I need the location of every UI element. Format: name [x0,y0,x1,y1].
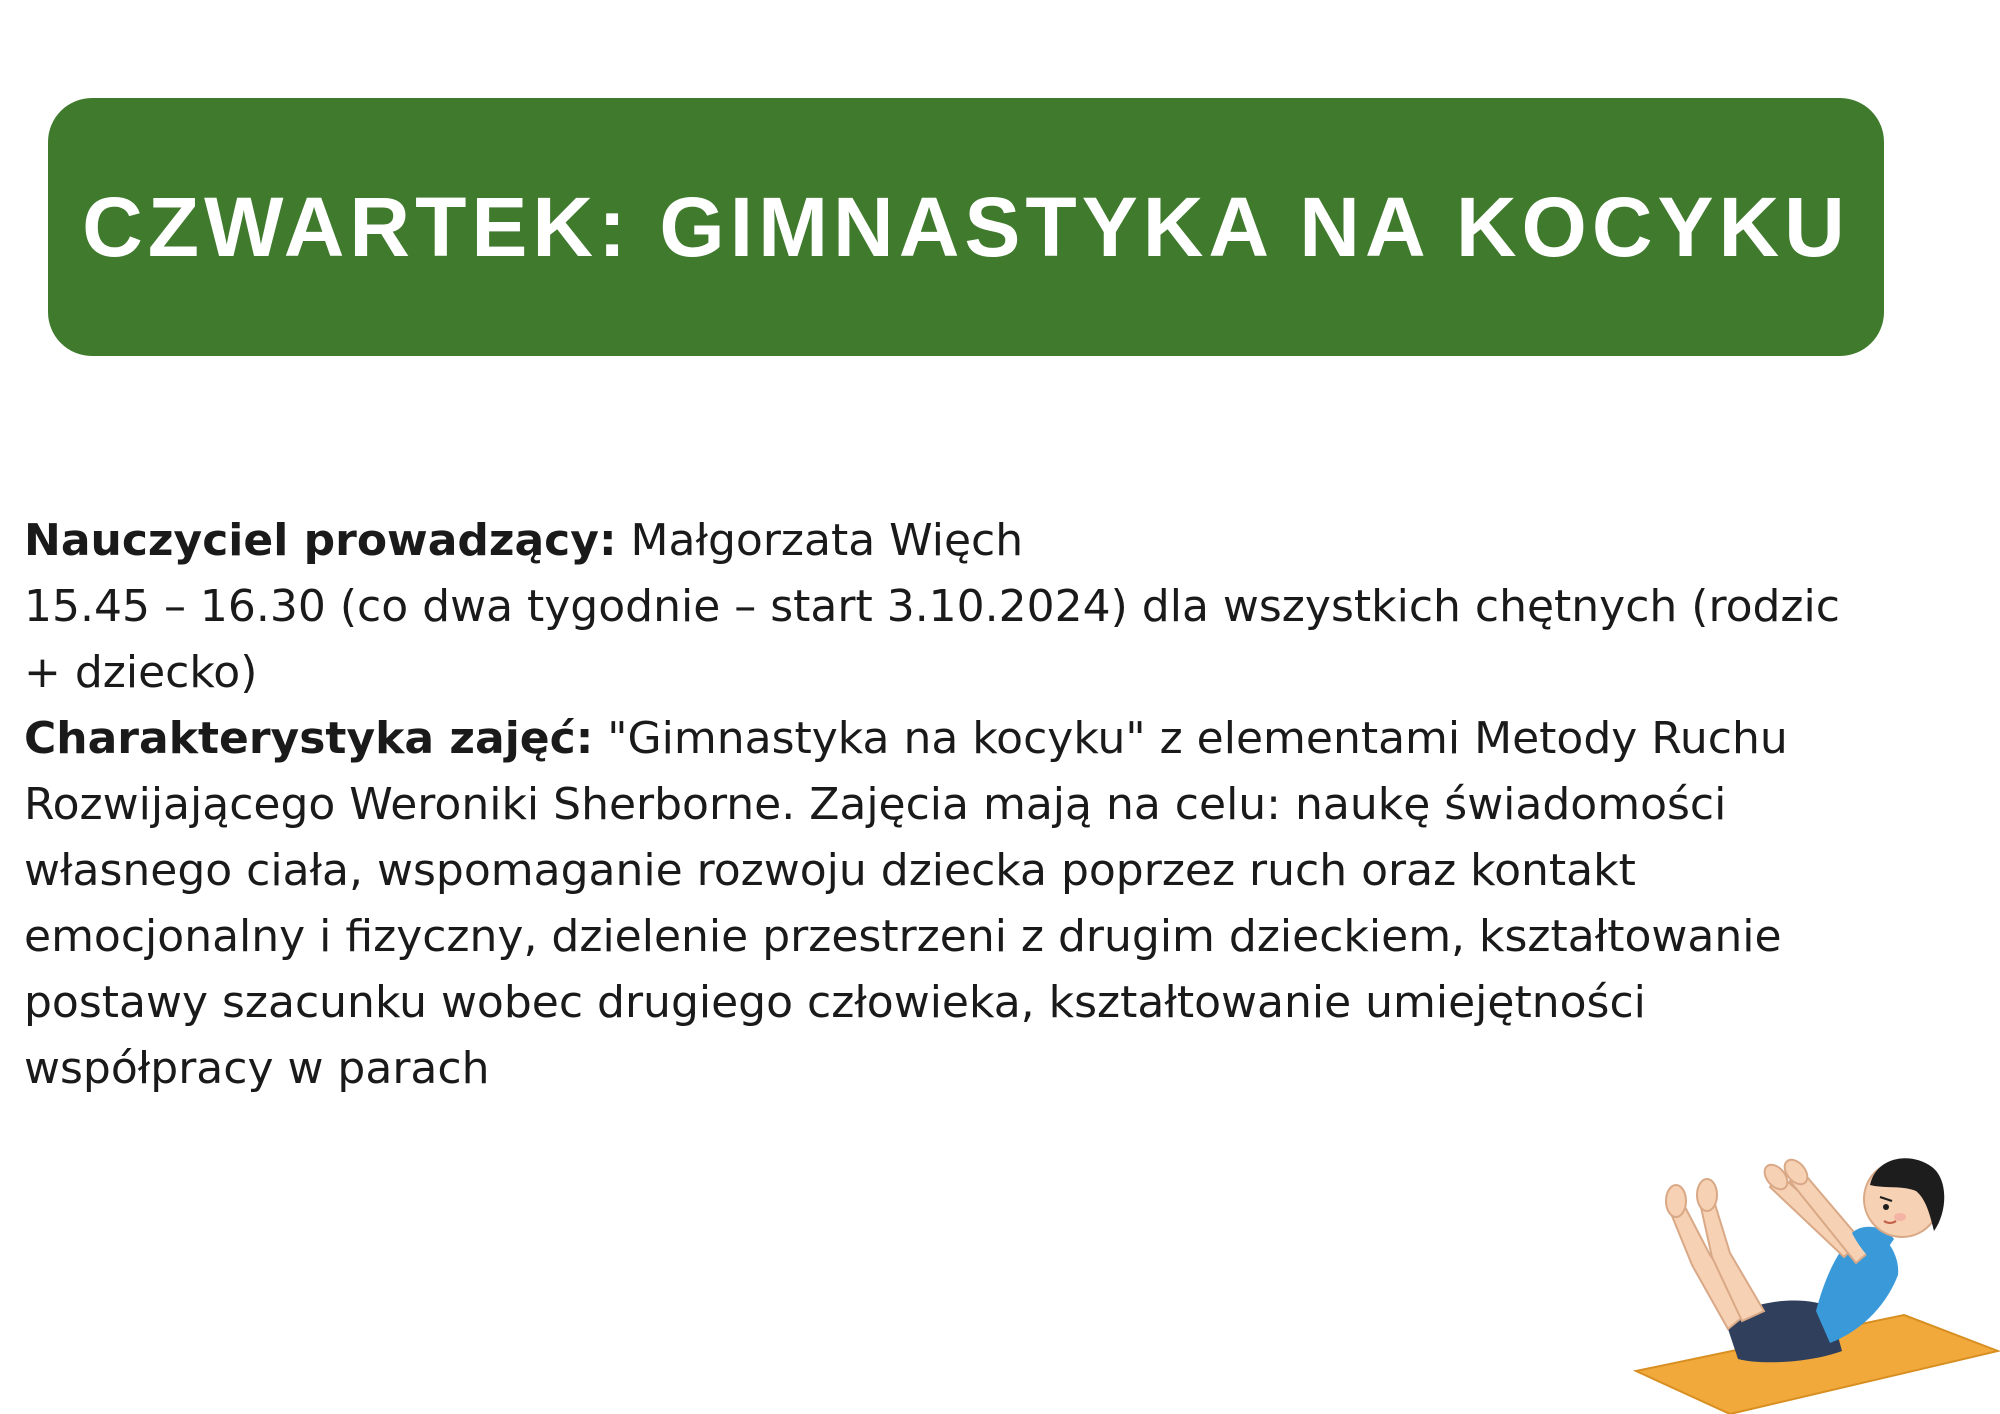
teacher-name: Małgorzata Więch [630,515,1024,566]
child-exercising-on-mat-icon [1630,1115,2000,1414]
page-title: CZWARTEK: GIMNASTYKA NA KOCYKU [82,180,1850,274]
teacher-label: Nauczyciel prowadzący: [24,515,617,566]
description-text: "Gimnastyka na kocyku" z elementami Metody Ruchu Rozwijającego Weroniki Sherborne. Zajęcia mają na celu: naukę świadomości własnego ciała, wspomaganie rozwoju dziecka poprzez ruch oraz kontakt emocjonalny i fizyczny, dzielenie przestrzeni z drugim dzieckiem, kształtowanie postawy szacunku wobec drugiego człowieka, kształtowanie umiejętności współpracy w parach [24,713,1788,1094]
teacher-line [24,508,1884,574]
description-label: Charakterystyka zajęć: [24,713,594,764]
schedule-line: 15.45 – 16.30 (co dwa tygodnie – start 3.10.2024) dla wszystkich chętnych (rodzic + dziecko) [24,581,1840,698]
description-paragraph [24,706,1884,1102]
foot [1666,1185,1686,1217]
title-banner [48,98,1884,356]
class-details [24,508,1884,1102]
